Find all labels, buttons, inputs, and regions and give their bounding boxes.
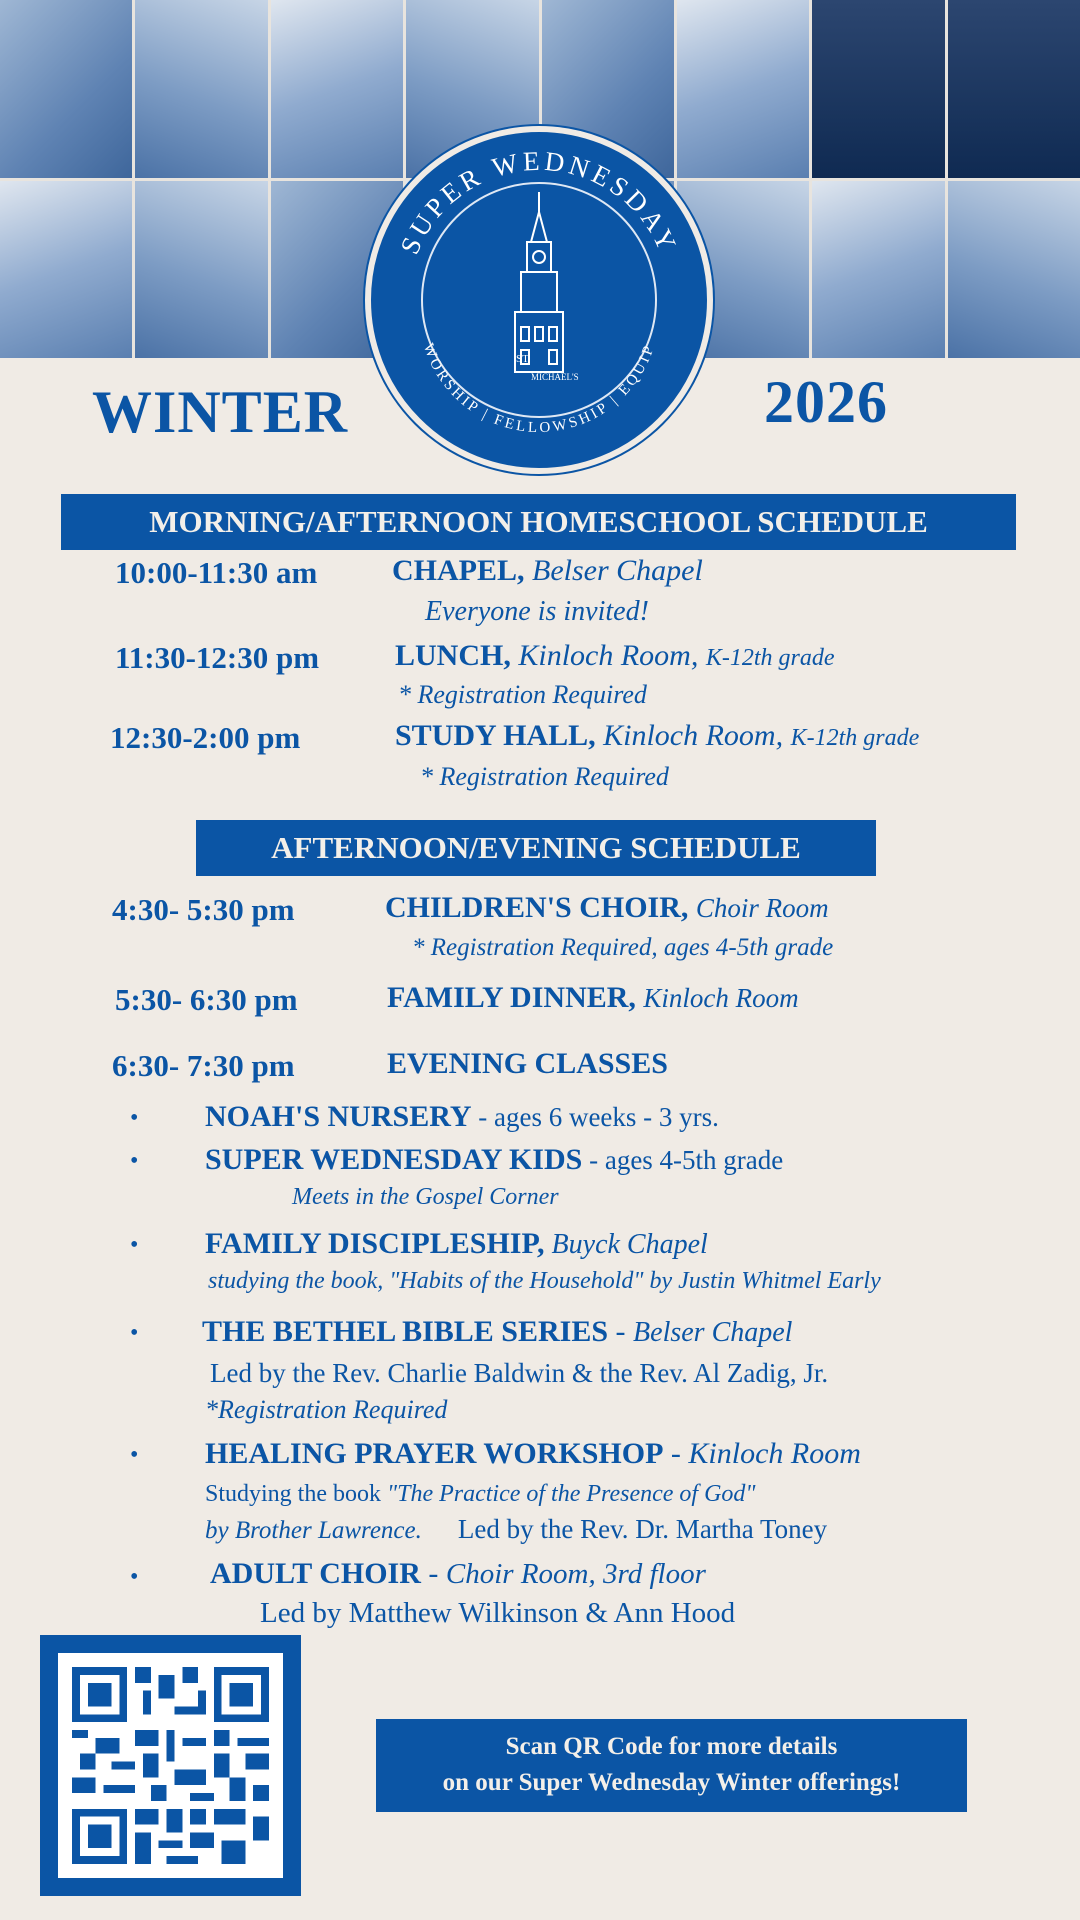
event-note: * Registration Required, ages 4-5th grade bbox=[412, 934, 834, 961]
event-place: Choir Room bbox=[695, 893, 829, 923]
class-book: "The Practice of the Presence of God" bbox=[387, 1481, 756, 1507]
class-author: by Brother Lawrence. bbox=[205, 1517, 422, 1544]
event-title: CHAPEL, bbox=[392, 554, 525, 587]
class-title: THE BETHEL BIBLE SERIES bbox=[202, 1315, 609, 1348]
schedule-time: 12:30-2:00 pm bbox=[110, 720, 301, 755]
class-place: Kinloch Room bbox=[688, 1437, 861, 1470]
class-place: Buyck Chapel bbox=[544, 1229, 708, 1260]
svg-text:MICHAEL'S: MICHAEL'S bbox=[531, 372, 579, 382]
class-place: Choir Room, 3rd floor bbox=[445, 1558, 706, 1590]
evening-schedule-header: AFTERNOON/EVENING SCHEDULE bbox=[196, 820, 876, 876]
photo bbox=[0, 0, 132, 178]
event-note: Everyone is invited! bbox=[425, 596, 649, 627]
photo bbox=[135, 181, 267, 359]
class-leaders: Led by Matthew Wilkinson & Ann Hood bbox=[260, 1597, 736, 1629]
season-label: WINTER bbox=[92, 379, 349, 445]
callout-line-1: Scan QR Code for more details bbox=[505, 1733, 838, 1760]
class-title: SUPER WEDNESDAY KIDS bbox=[205, 1143, 583, 1176]
bullet: • bbox=[130, 1232, 139, 1258]
event-note: * Registration Required bbox=[398, 680, 647, 709]
bullet: • bbox=[130, 1442, 139, 1468]
event-grade: K-12th grade bbox=[790, 725, 920, 751]
year-label: 2026 bbox=[764, 369, 888, 435]
event-title: LUNCH, bbox=[395, 639, 511, 672]
class-title: NOAH'S NURSERY bbox=[205, 1100, 472, 1133]
photo bbox=[948, 0, 1080, 178]
bullet: • bbox=[130, 1564, 139, 1590]
bullet: • bbox=[130, 1105, 139, 1131]
qr-code-icon bbox=[72, 1667, 269, 1864]
super-wednesday-seal-logo bbox=[365, 126, 713, 474]
schedule-time: 4:30- 5:30 pm bbox=[112, 892, 295, 927]
event-place: Kinloch Room bbox=[643, 983, 799, 1013]
qr-code[interactable] bbox=[40, 1635, 301, 1896]
schedule-time: 5:30- 6:30 pm bbox=[115, 982, 298, 1017]
morning-schedule-header: MORNING/AFTERNOON HOMESCHOOL SCHEDULE bbox=[61, 494, 1016, 550]
bullet: • bbox=[130, 1320, 139, 1346]
event-title: STUDY HALL, bbox=[395, 719, 596, 752]
steeple-icon bbox=[515, 192, 563, 372]
class-place: Belser Chapel bbox=[633, 1317, 793, 1348]
class-study: Studying the book bbox=[205, 1481, 388, 1507]
class-note: studying the book, "Habits of the Household" by Justin Whitmel Early bbox=[208, 1268, 881, 1294]
scan-qr-callout bbox=[376, 1719, 967, 1812]
photo bbox=[812, 181, 944, 359]
schedule-time: 11:30-12:30 pm bbox=[115, 640, 320, 675]
photo bbox=[135, 0, 267, 178]
svg-text:ST: ST bbox=[516, 353, 529, 365]
class-title: FAMILY DISCIPLESHIP, bbox=[205, 1227, 545, 1260]
photo bbox=[0, 181, 132, 359]
class-leaders: Led by the Rev. Dr. Martha Toney bbox=[457, 1514, 828, 1544]
callout-line-2: on our Super Wednesday Winter offerings! bbox=[442, 1769, 901, 1796]
event-place: Belser Chapel bbox=[532, 554, 703, 587]
event-place: Kinloch Room, bbox=[518, 639, 699, 672]
event-title: FAMILY DINNER, bbox=[387, 981, 636, 1014]
class-detail: - ages 6 weeks - 3 yrs. bbox=[471, 1102, 719, 1132]
class-note: *Registration Required bbox=[205, 1395, 448, 1424]
event-title: CHILDREN'S CHOIR, bbox=[385, 891, 689, 924]
schedule-time: 10:00-11:30 am bbox=[115, 555, 318, 590]
event-note: * Registration Required bbox=[420, 762, 669, 791]
photo bbox=[948, 181, 1080, 359]
separator: - bbox=[420, 1557, 446, 1590]
event-grade: K-12th grade bbox=[705, 645, 835, 671]
class-leaders: Led by the Rev. Charlie Baldwin & the Rev. Al Zadig, Jr. bbox=[210, 1358, 829, 1388]
class-title: HEALING PRAYER WORKSHOP bbox=[205, 1437, 664, 1470]
schedule-time: 6:30- 7:30 pm bbox=[112, 1048, 295, 1083]
svg-text:SUPER WEDNESDAY: SUPER WEDNESDAY bbox=[394, 145, 684, 259]
class-detail: - ages 4-5th grade bbox=[582, 1145, 784, 1175]
event-title: EVENING CLASSES bbox=[387, 1047, 668, 1080]
separator: - bbox=[608, 1315, 634, 1348]
class-note: Meets in the Gospel Corner bbox=[292, 1184, 559, 1210]
svg-text:WORSHIP | FELLOWSHIP | EQUIP: WORSHIP | FELLOWSHIP | EQUIP bbox=[419, 341, 659, 437]
bullet: • bbox=[130, 1148, 139, 1174]
class-title: ADULT CHOIR bbox=[210, 1557, 421, 1590]
photo bbox=[812, 0, 944, 178]
separator: - bbox=[663, 1437, 689, 1470]
event-place: Kinloch Room, bbox=[603, 719, 784, 752]
